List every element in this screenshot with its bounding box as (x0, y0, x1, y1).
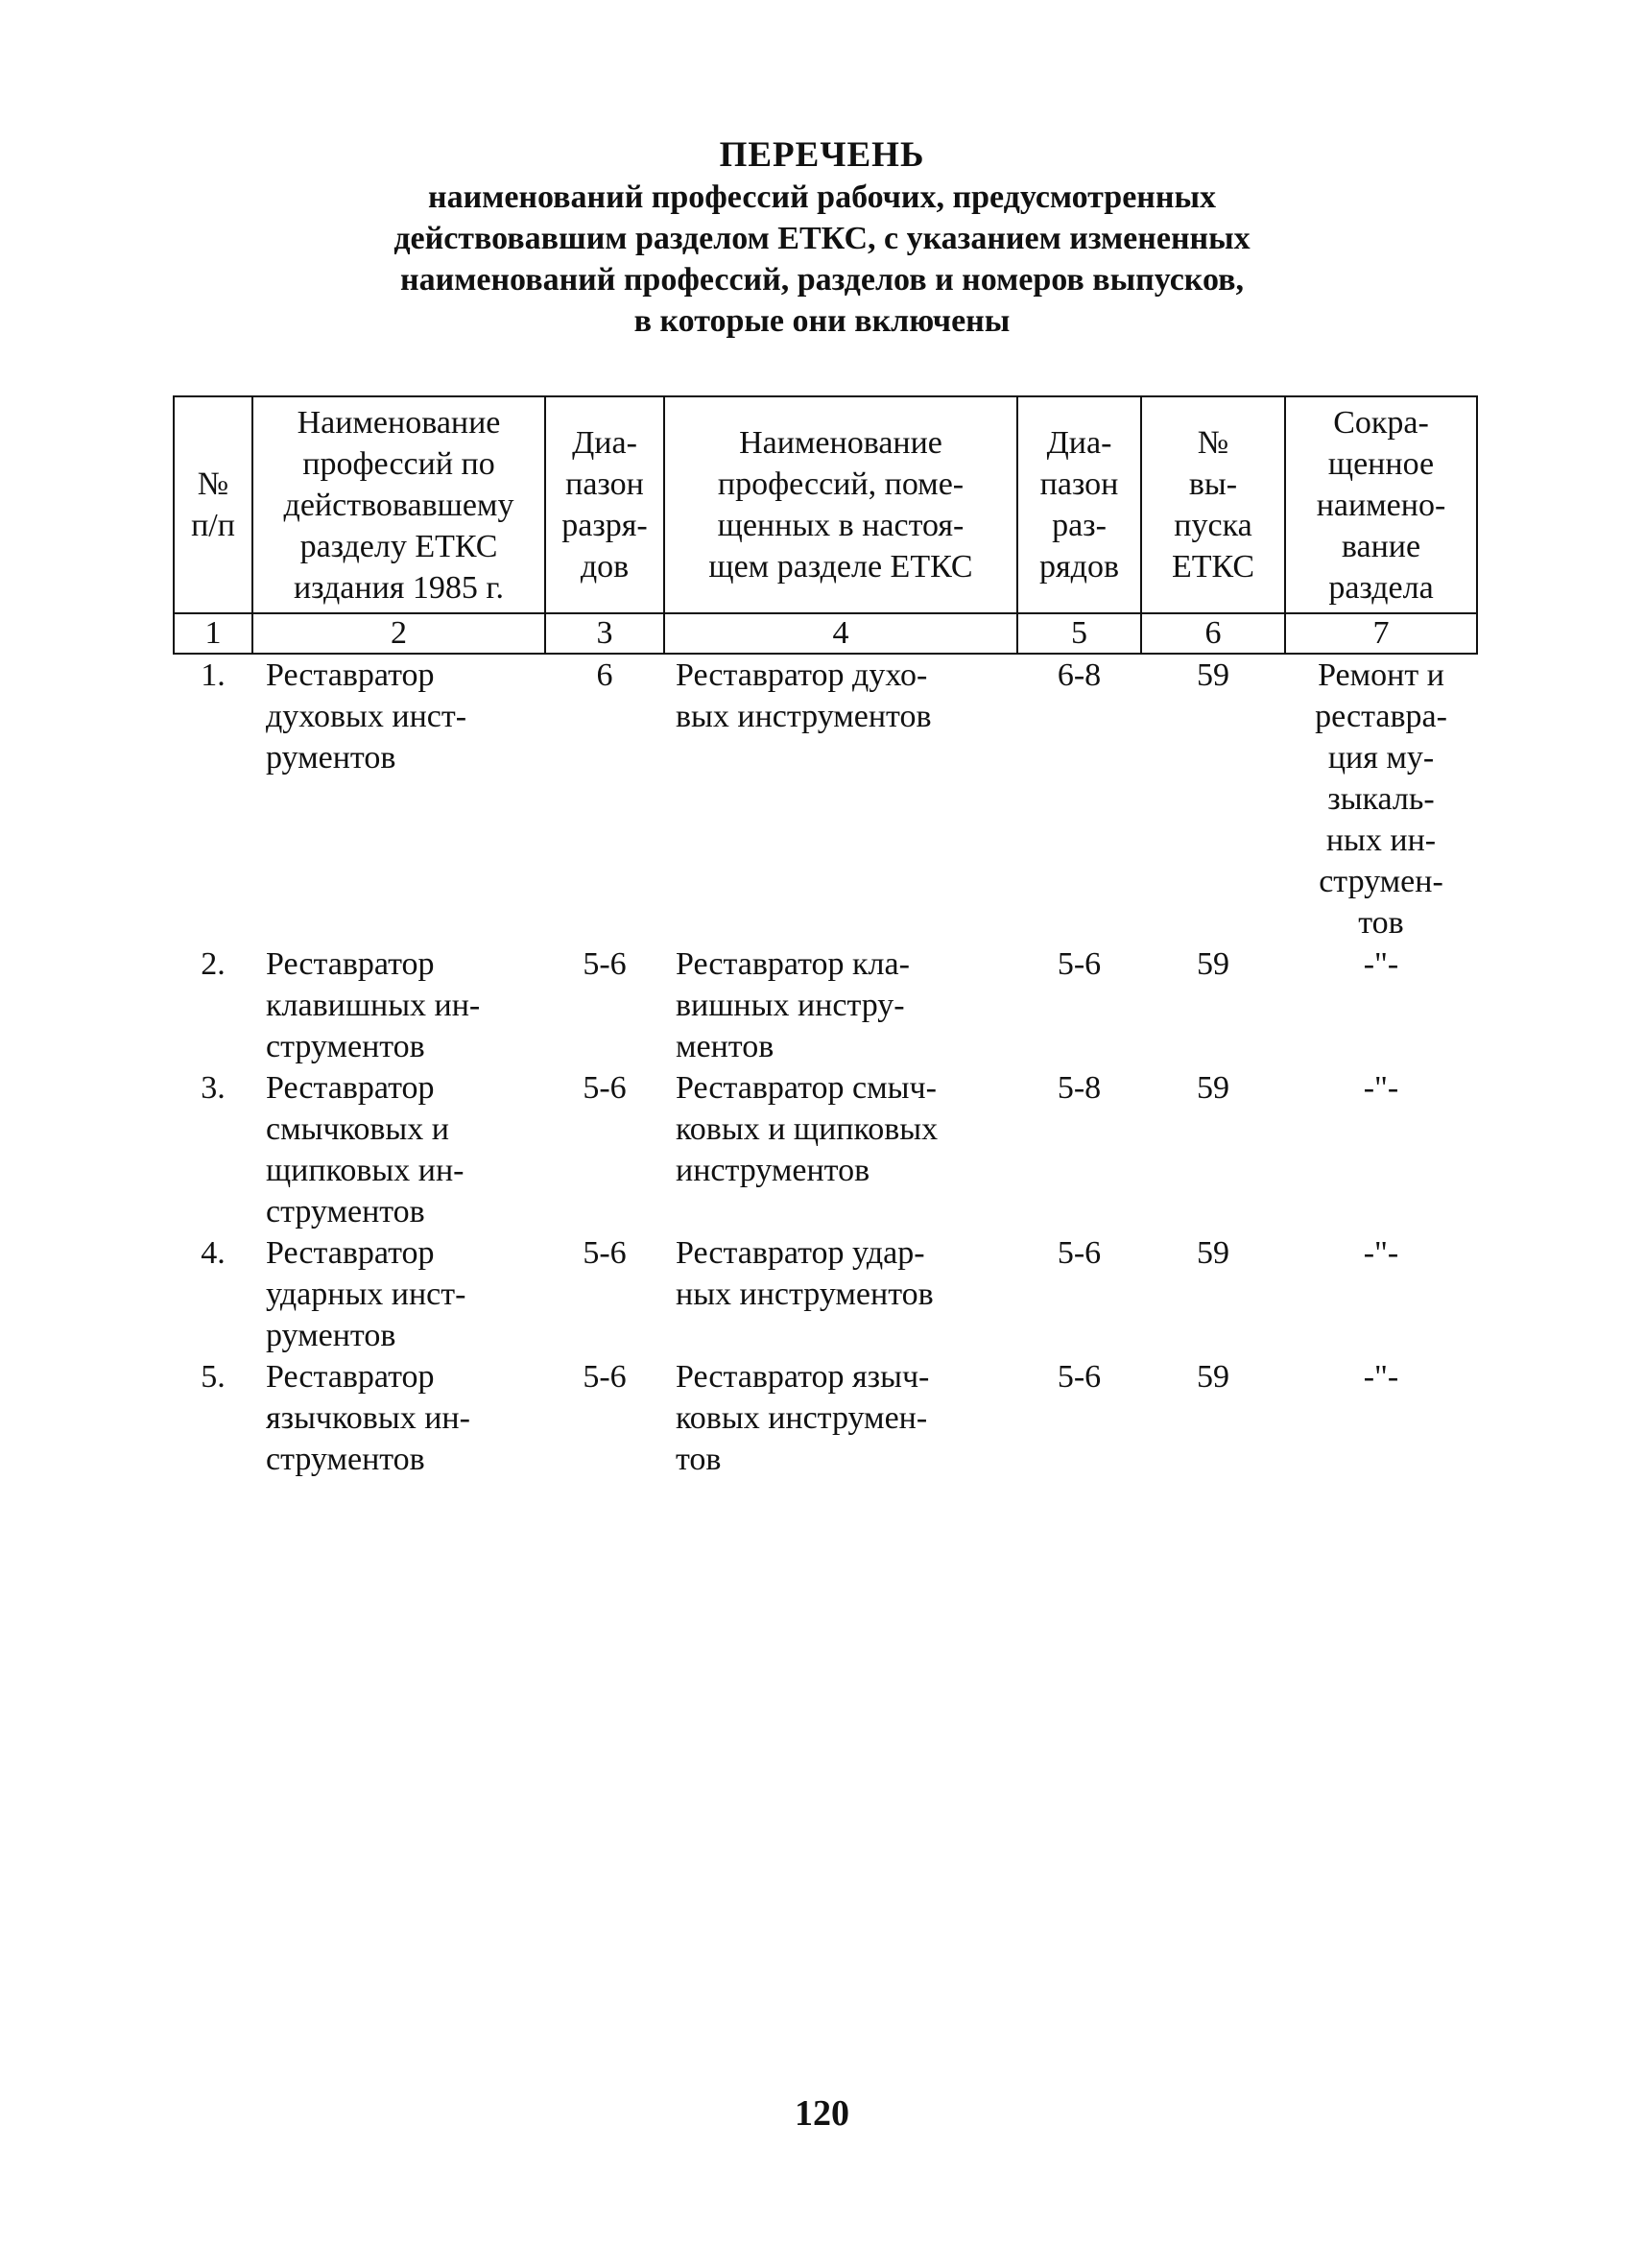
issue-number: 59 (1197, 657, 1229, 693)
section-short-name: -"- (1363, 1235, 1399, 1271)
new-profession-name: Реставратор кла- вишных инстру- ментов (676, 946, 910, 1064)
header-issue-number: № вы- пуска ЕТКС (1141, 396, 1285, 613)
title-line: наименований профессий рабочих, предусмотренных (427, 179, 1217, 215)
header-section-short-name: Сокра- щенное наимено- вание раздела (1285, 396, 1477, 613)
new-profession-name: Реставратор удар- ных инструментов (676, 1235, 934, 1312)
issue-number: 59 (1197, 1235, 1229, 1271)
old-grade-range: 5-6 (583, 1359, 627, 1395)
old-profession-name: Реставратор клавишных ин- струментов (266, 946, 481, 1064)
page-number: 120 (795, 2093, 849, 2134)
title-line: наименований профессий, разделов и номеров выпусков, (400, 262, 1244, 298)
row-number: 2. (201, 946, 226, 982)
column-number: 1 (174, 613, 252, 654)
table-row (174, 1067, 1477, 1232)
document-title (0, 134, 1644, 342)
column-number: 5 (1017, 613, 1141, 654)
row-number: 3. (201, 1070, 226, 1106)
section-short-name: Ремонт и реставра- ция му- зыкаль- ных ин- струмен- тов (1315, 657, 1447, 941)
column-number: 2 (252, 613, 545, 654)
old-profession-name: Реставратор язычковых ин- струментов (266, 1359, 470, 1477)
old-grade-range: 5-6 (583, 1235, 627, 1271)
old-profession-name: Реставратор смычковых и щипковых ин- струментов (266, 1070, 465, 1229)
old-grade-range: 5-6 (583, 946, 627, 982)
table-row (174, 1356, 1477, 1480)
section-short-name: -"- (1363, 946, 1399, 982)
title-line: в которые они включены (633, 303, 1011, 339)
column-number: 4 (664, 613, 1017, 654)
issue-number: 59 (1197, 946, 1229, 982)
header-old-profession: Наименование профессий по действовавшему разделу ЕТКС издания 1985 г. (252, 396, 545, 613)
new-grade-range: 5-8 (1057, 1070, 1102, 1106)
issue-number: 59 (1197, 1070, 1229, 1106)
new-profession-name: Реставратор смыч- ковых и щипковых инструментов (676, 1070, 939, 1188)
new-grade-range: 5-6 (1057, 1359, 1102, 1395)
professions-table (173, 395, 1478, 1480)
section-short-name: -"- (1363, 1070, 1399, 1106)
header-new-profession: Наименование профессий, поме- щенных в настоя- щем разделе ЕТКС (664, 396, 1017, 613)
new-profession-name: Реставратор языч- ковых инструмен- тов (676, 1359, 930, 1477)
new-grade-range: 5-6 (1057, 946, 1102, 982)
column-number: 7 (1285, 613, 1477, 654)
old-grade-range: 6 (596, 657, 613, 693)
column-number-row (174, 613, 1477, 654)
row-number: 1. (201, 657, 226, 693)
column-number: 3 (545, 613, 664, 654)
row-number: 4. (201, 1235, 226, 1271)
old-grade-range: 5-6 (583, 1070, 627, 1106)
table-row (174, 654, 1477, 943)
header-row-number: № п/п (174, 396, 252, 613)
title-line: действовавшим разделом ЕТКС, с указанием измененных (393, 221, 1251, 256)
row-number: 5. (201, 1359, 226, 1395)
old-profession-name: Реставратор духовых инст- рументов (266, 657, 467, 776)
new-grade-range: 6-8 (1057, 657, 1102, 693)
issue-number: 59 (1197, 1359, 1229, 1395)
old-profession-name: Реставратор ударных инст- рументов (266, 1235, 466, 1353)
table-header-row (174, 396, 1477, 613)
header-old-range: Диа- пазон разря- дов (545, 396, 664, 613)
header-new-range: Диа- пазон раз- рядов (1017, 396, 1141, 613)
new-grade-range: 5-6 (1057, 1235, 1102, 1271)
section-short-name: -"- (1363, 1359, 1399, 1395)
table-row (174, 943, 1477, 1067)
table-row (174, 1232, 1477, 1356)
new-profession-name: Реставратор духо- вых инструментов (676, 657, 932, 734)
title-main: ПЕРЕЧЕНЬ (719, 135, 925, 175)
column-number: 6 (1141, 613, 1285, 654)
